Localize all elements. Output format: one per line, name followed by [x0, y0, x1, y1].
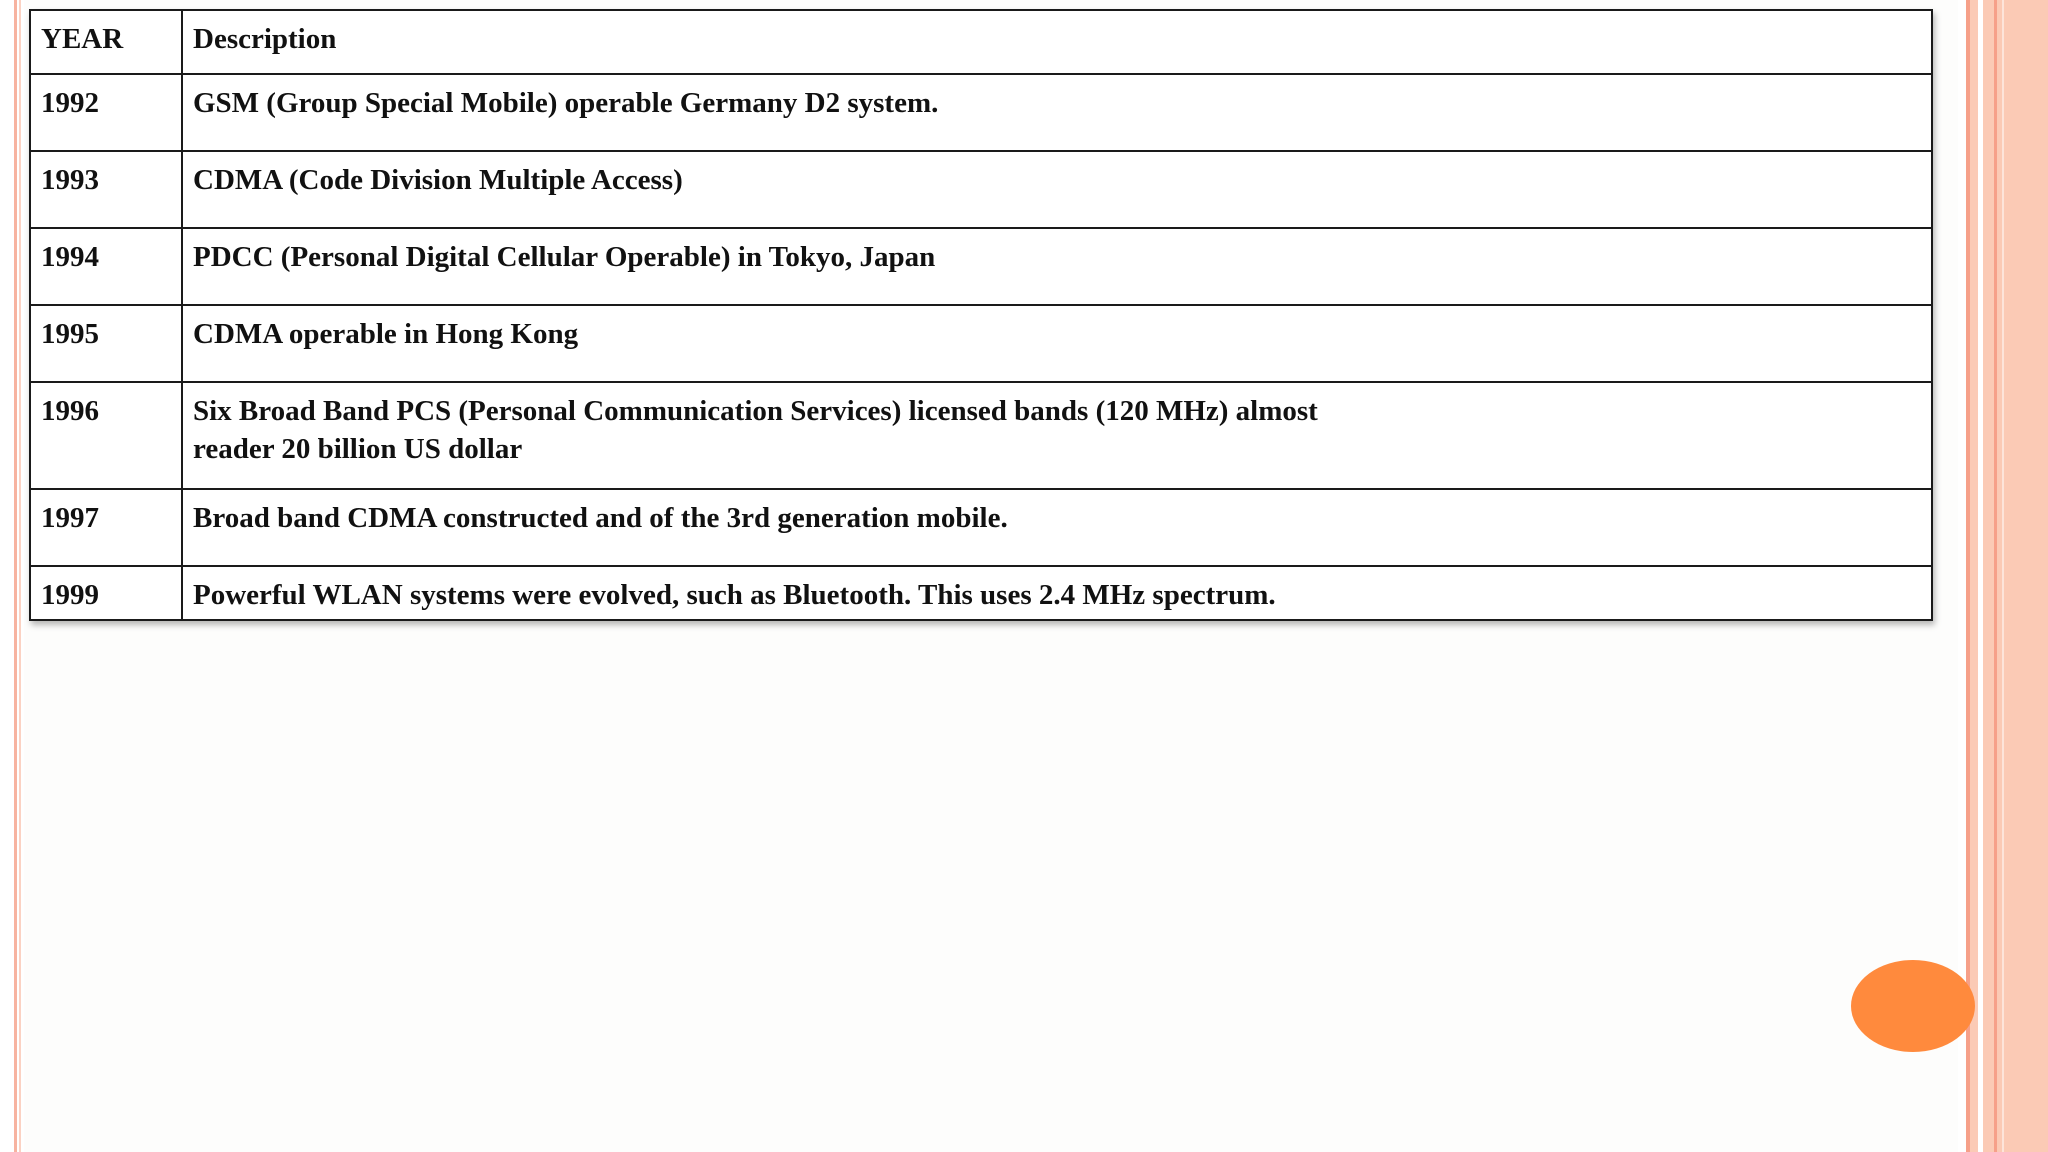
right-decorative-band	[1958, 0, 2048, 1152]
table-header-row	[30, 10, 1932, 74]
year-cell: 1994	[30, 228, 182, 305]
header-year: YEAR	[30, 10, 182, 74]
orange-circle-decoration	[1851, 960, 1975, 1052]
year-cell: 1992	[30, 74, 182, 151]
table-row	[30, 566, 1932, 620]
table-row	[30, 151, 1932, 228]
slide-content	[24, 0, 1964, 1152]
description-cell: CDMA (Code Division Multiple Access)	[182, 151, 1932, 228]
timeline-table	[29, 9, 1933, 621]
year-cell: 1995	[30, 305, 182, 382]
table-row	[30, 382, 1932, 489]
description-cell: PDCC (Personal Digital Cellular Operable) in Tokyo, Japan	[182, 228, 1932, 305]
table-row	[30, 489, 1932, 566]
year-cell: 1996	[30, 382, 182, 489]
description-cell: Broad band CDMA constructed and of the 3rd generation mobile.	[182, 489, 1932, 566]
year-cell: 1999	[30, 566, 182, 620]
description-cell	[182, 382, 1932, 489]
table-row	[30, 74, 1932, 151]
table-row	[30, 228, 1932, 305]
description-cell: CDMA operable in Hong Kong	[182, 305, 1932, 382]
year-cell: 1993	[30, 151, 182, 228]
description-cell: GSM (Group Special Mobile) operable Germany D2 system.	[182, 74, 1932, 151]
table-row	[30, 305, 1932, 382]
year-cell: 1997	[30, 489, 182, 566]
description-text: Six Broad Band PCS (Personal Communication Services) licensed bands (120 MHz) almost reader 20 billion US dollar	[193, 395, 1318, 465]
description-cell: Powerful WLAN systems were evolved, such as Bluetooth. This uses 2.4 MHz spectrum.	[182, 566, 1932, 620]
left-decorative-border	[0, 0, 24, 1152]
header-description: Description	[182, 10, 1932, 74]
